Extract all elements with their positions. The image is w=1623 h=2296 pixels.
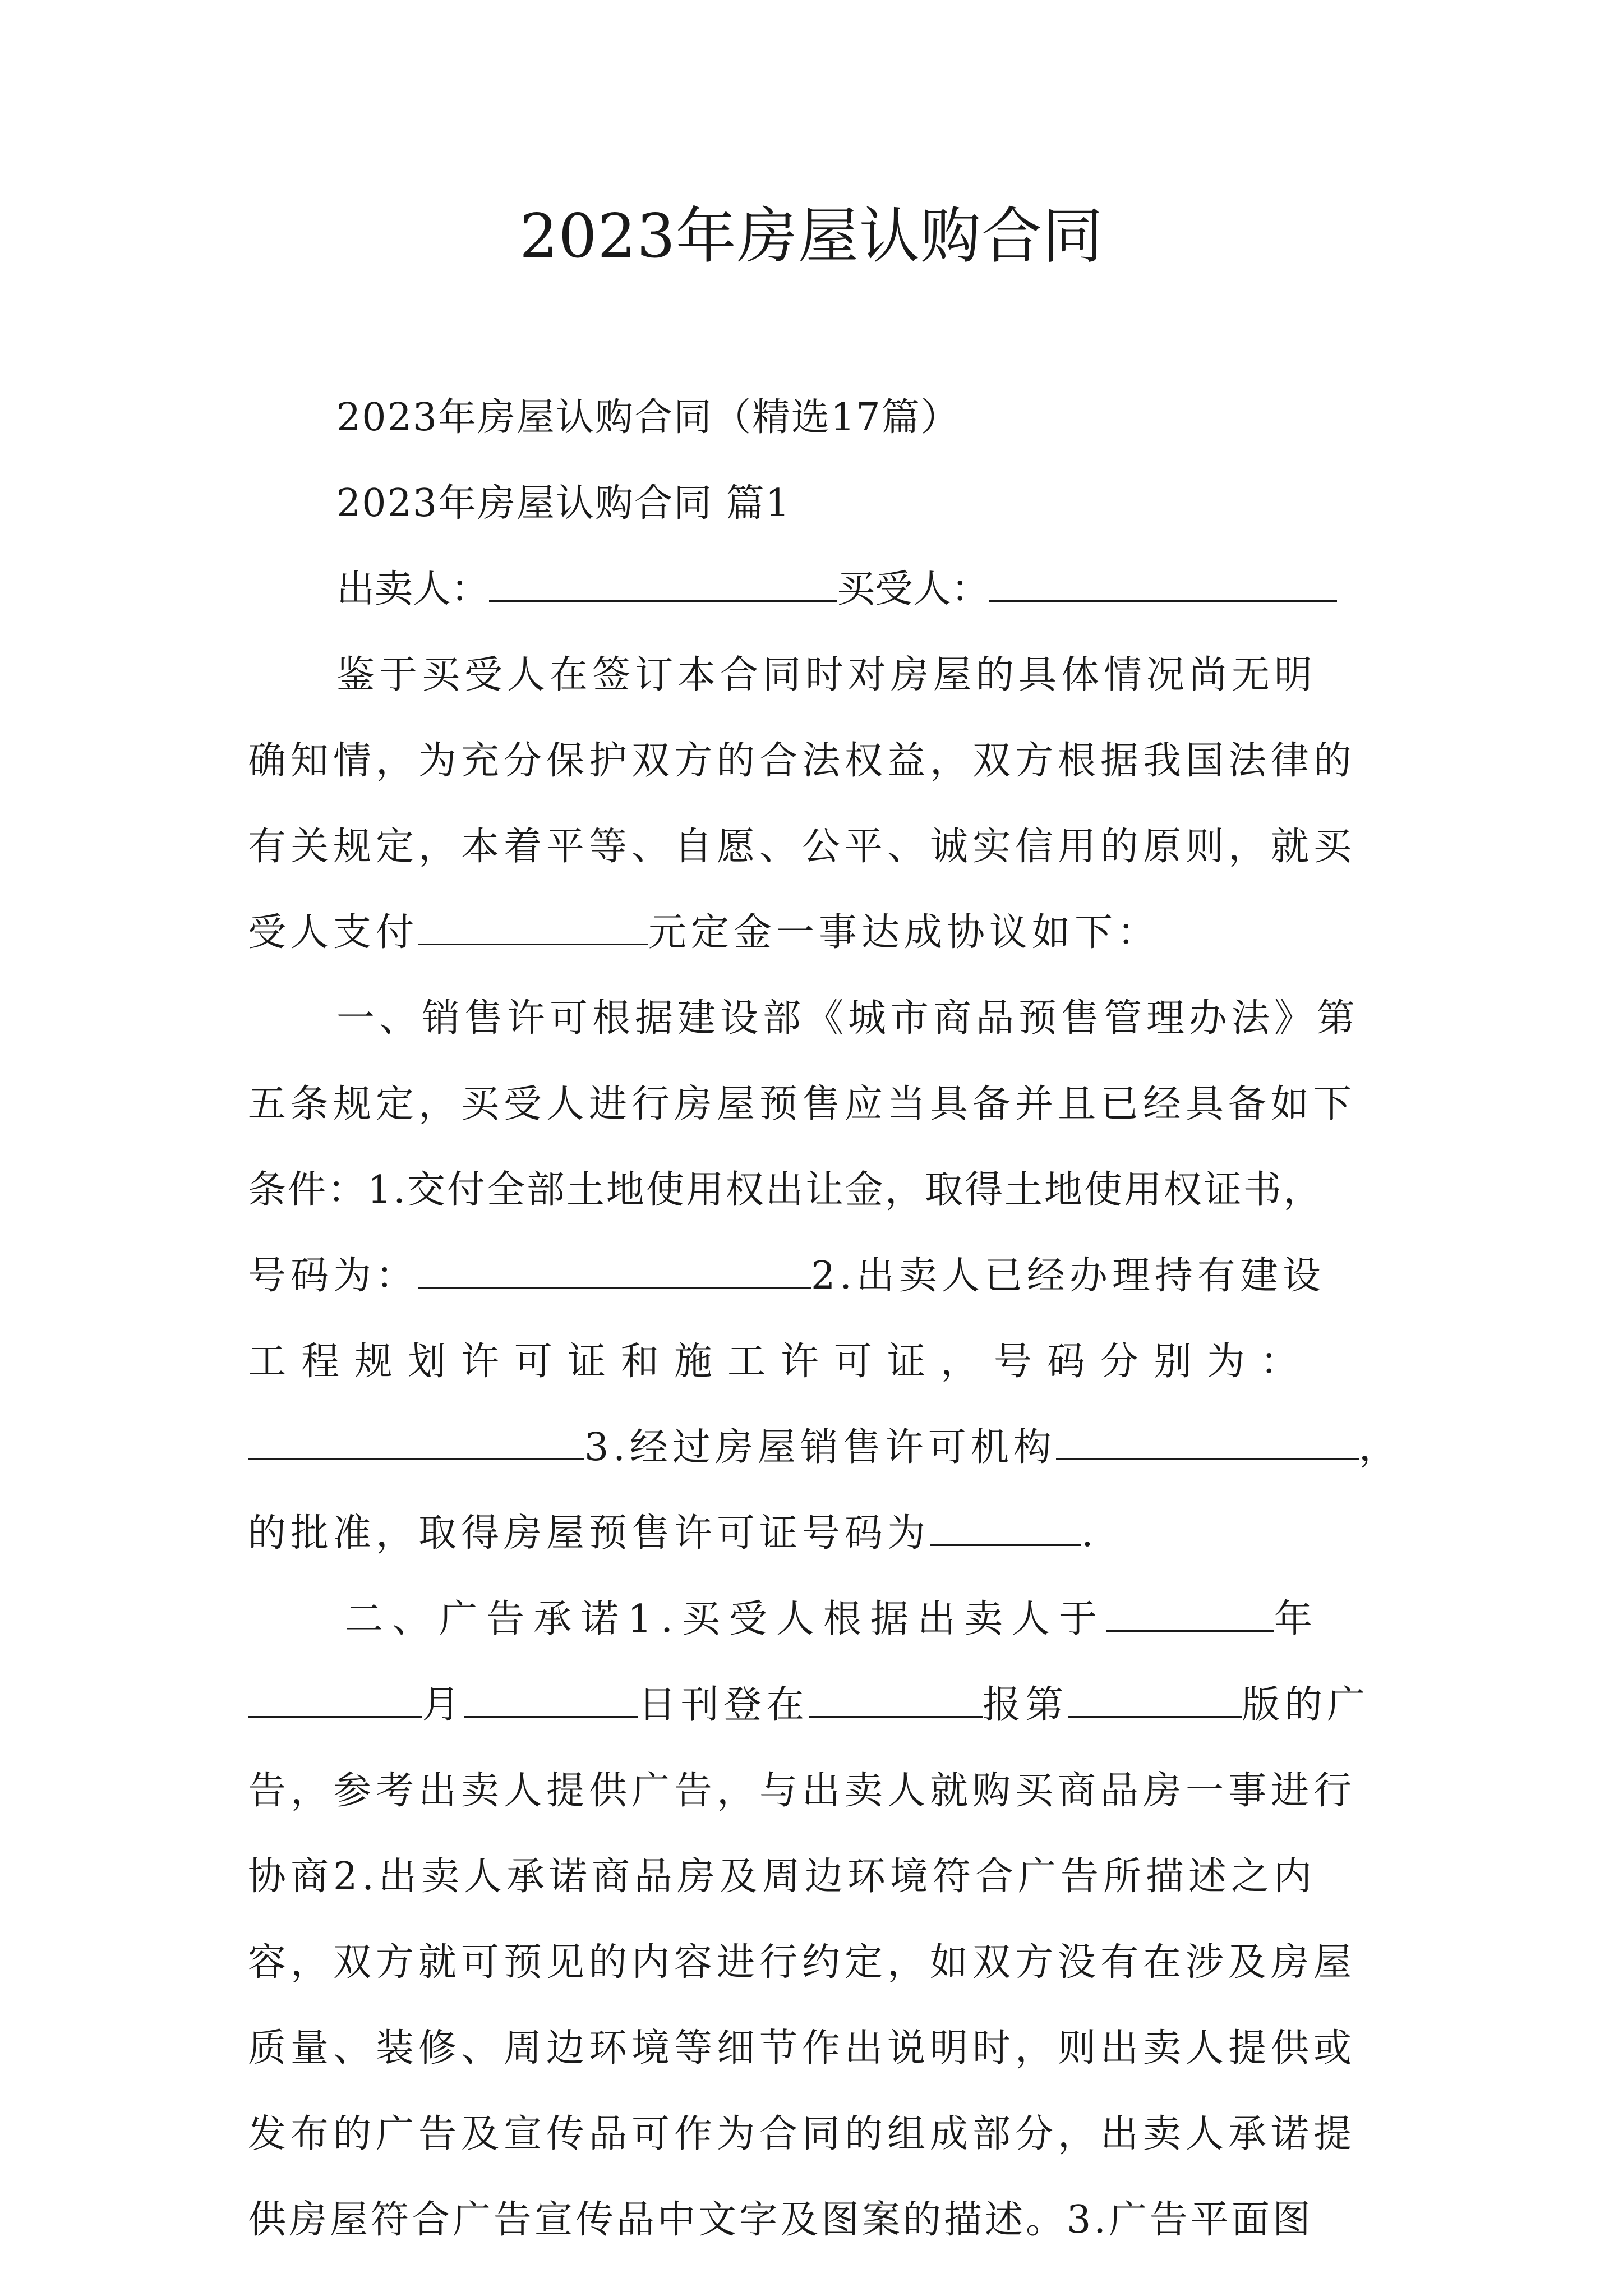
clause-text: 月: [422, 1683, 465, 1727]
clause1-line-3: 条件：1.交付全部土地使用权出让金，取得土地使用权证书，: [248, 1168, 1323, 1212]
section-title: 2023年房屋认购合同 篇1: [336, 481, 791, 526]
ad-day-blank: [464, 1681, 638, 1718]
intro-line-3: 有关规定，本着平等、自愿、公平、诚实信用的原则，就买: [248, 825, 1357, 869]
clause-text: 的批准，取得房屋预售许可证号码为: [248, 1511, 930, 1556]
clause2-line-8: 供房屋符合广告宣传品中文字及图案的描述。3.广告平面图: [248, 2198, 1313, 2242]
ad-month-blank: [248, 1681, 422, 1718]
newspaper-blank: [809, 1681, 983, 1718]
clause1-line-2: 五条规定，买受人进行房屋预售应当具备并且已经具备如下: [248, 1082, 1357, 1126]
clause2-line-7: 发布的广告及宣传品可作为合同的组成部分，出卖人承诺提: [248, 2112, 1357, 2156]
clause1-line-7: [248, 1490, 1380, 1576]
clause-text: .: [1081, 1511, 1098, 1556]
clause2-line-1: [248, 1576, 1380, 1662]
clause2-line-2: [248, 1662, 1380, 1748]
clause-text: 年: [1274, 1597, 1321, 1641]
clause-text: 报第: [983, 1683, 1068, 1727]
buyer-label: 买受人：: [837, 567, 990, 611]
document-title: 2023年房屋认购合同: [519, 201, 1104, 272]
clause2-line-5: 容，双方就可预见的内容进行约定，如双方没有在涉及房屋: [248, 1940, 1357, 1985]
seller-label: 出卖人：: [336, 567, 490, 611]
clause1-line-6: [248, 1405, 1401, 1490]
clause1-line-5: 工程规划许可证和施工许可证，号码分别为：: [248, 1340, 1314, 1384]
clause-text: 2.出卖人已经办理持有建设: [811, 1254, 1325, 1298]
clause-text: 二、广告承诺1.买受人根据出卖人于: [345, 1597, 1106, 1641]
clause-text: ，: [1358, 1425, 1401, 1470]
clause2-line-3: 告，参考出卖人提供广告，与出卖人就购买商品房一事进行: [248, 1769, 1357, 1813]
deposit-amount-blank: [418, 909, 648, 945]
intro-line-4: [248, 890, 1380, 976]
page-number-blank: [1068, 1681, 1242, 1718]
intro-text: 受人支付: [248, 910, 419, 955]
clause-text: 号码为：: [248, 1254, 419, 1298]
document-body: [248, 375, 1401, 2263]
subtitle: 2023年房屋认购合同（精选17篇）: [336, 395, 960, 440]
clause-text: 3.经过房屋销售许可机构: [584, 1425, 1056, 1470]
clause1-line-4: [248, 1233, 1380, 1319]
ad-year-blank: [1106, 1595, 1274, 1632]
intro-line-1: 鉴于买受人在签订本合同时对房屋的具体情况尚无明: [336, 653, 1317, 697]
permit-numbers-blank: [248, 1424, 584, 1460]
clause2-line-4: 协商2.出卖人承诺商品房及周边环境符合广告所描述之内: [248, 1855, 1316, 1899]
permit-authority-blank: [1056, 1424, 1359, 1460]
intro-line-2: 确知情，为充分保护双方的合法权益，双方根据我国法律的: [248, 739, 1357, 783]
land-cert-number-blank: [418, 1252, 811, 1289]
intro-text: 元定金一事达成协议如下：: [648, 910, 1160, 955]
buyer-blank: [989, 565, 1337, 602]
parties-line: [248, 546, 1380, 632]
clause2-line-6: 质量、装修、周边环境等细节作出说明时，则出卖人提供或: [248, 2026, 1357, 2070]
clause-text: 日刊登在: [638, 1683, 809, 1727]
presale-permit-blank: [930, 1510, 1081, 1546]
clause1-line-1: 一、销售许可根据建设部《城市商品预售管理办法》第: [336, 996, 1360, 1041]
seller-blank: [489, 565, 837, 602]
clause-text: 版的广: [1242, 1683, 1370, 1727]
